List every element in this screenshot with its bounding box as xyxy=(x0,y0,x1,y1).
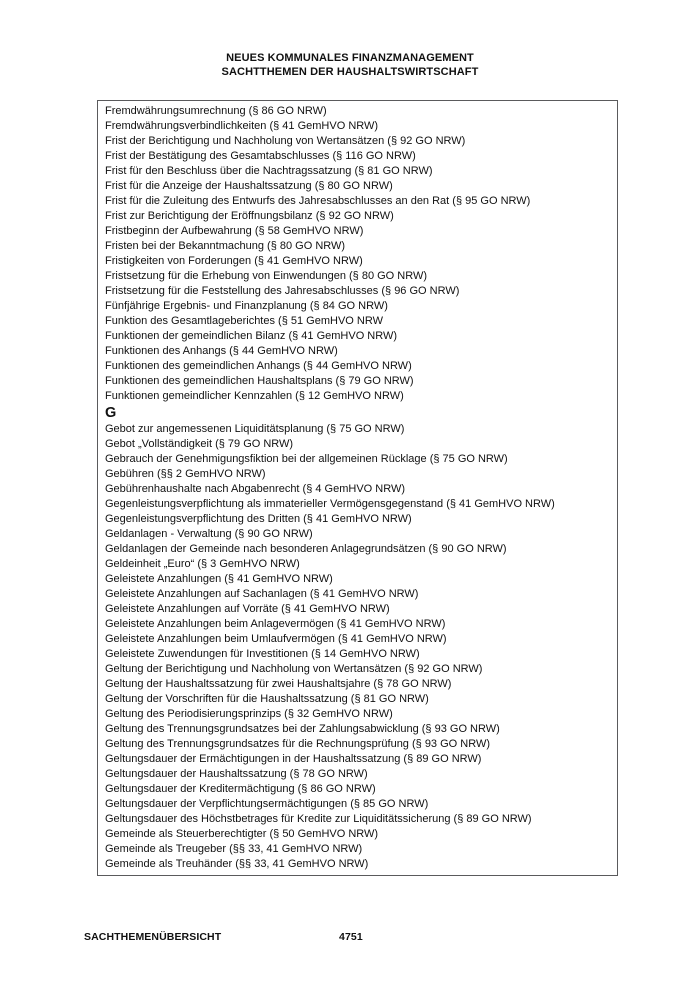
index-entry: Geleistete Anzahlungen (§ 41 GemHVO NRW) xyxy=(105,573,333,585)
index-entry: Fremdwährungsverbindlichkeiten (§ 41 GemHVO NRW) xyxy=(105,120,379,132)
index-entries-box xyxy=(97,100,618,876)
index-entry: Geleistete Anzahlungen beim Umlaufvermögen (§ 41 GemHVO NRW) xyxy=(105,633,447,645)
index-entry: Geldanlagen der Gemeinde nach besonderen Anlagegrundsätzen (§ 90 GO NRW) xyxy=(105,543,507,555)
index-entry: Funktionen der gemeindlichen Bilanz (§ 41 GemHVO NRW) xyxy=(105,330,398,342)
index-entry: Gemeinde als Treuhänder (§§ 33, 41 GemHVO NRW) xyxy=(105,858,369,870)
index-entry: Fristsetzung für die Erhebung von Einwendungen (§ 80 GO NRW) xyxy=(105,270,428,282)
index-entry: Funktionen des gemeindlichen Haushaltsplans (§ 79 GO NRW) xyxy=(105,375,414,387)
index-entry: Funktionen des Anhangs (§ 44 GemHVO NRW) xyxy=(105,345,338,357)
index-entry: Frist der Bestätigung des Gesamtabschlusses (§ 116 GO NRW) xyxy=(105,150,416,162)
index-entry: Frist für die Anzeige der Haushaltssatzung (§ 80 GO NRW) xyxy=(105,180,393,192)
index-entry: Funktionen des gemeindlichen Anhangs (§ 44 GemHVO NRW) xyxy=(105,360,412,372)
index-entry: Geleistete Anzahlungen beim Anlagevermögen (§ 41 GemHVO NRW) xyxy=(105,618,446,630)
index-entry: Gegenleistungsverpflichtung als immaterieller Vermögensgegenstand (§ 41 GemHVO NRW) xyxy=(105,498,555,510)
index-entry: Geltungsdauer des Höchstbetrages für Kredite zur Liquiditätssicherung (§ 89 GO NRW) xyxy=(105,813,532,825)
index-entry: Fristbeginn der Aufbewahrung (§ 58 GemHVO NRW) xyxy=(105,225,364,237)
index-entry: Geleistete Zuwendungen für Investitionen (§ 14 GemHVO NRW) xyxy=(105,648,420,660)
index-entry: Geltung der Vorschriften für die Haushaltssatzung (§ 81 GO NRW) xyxy=(105,693,429,705)
index-entry: Geltung des Trennungsgrundsatzes bei der Zahlungsabwicklung (§ 93 GO NRW) xyxy=(105,723,500,735)
index-entry: Fristsetzung für die Feststellung des Jahresabschlusses (§ 96 GO NRW) xyxy=(105,285,460,297)
index-entry: Geldanlagen - Verwaltung (§ 90 GO NRW) xyxy=(105,528,313,540)
index-letter-heading: G xyxy=(105,405,117,421)
index-entry: Geldeinheit „Euro“ (§ 3 GemHVO NRW) xyxy=(105,558,300,570)
index-entry: Fremdwährungsumrechnung (§ 86 GO NRW) xyxy=(105,105,327,117)
index-entry: Geltungsdauer der Ermächtigungen in der Haushaltssatzung (§ 89 GO NRW) xyxy=(105,753,482,765)
index-entry: Geleistete Anzahlungen auf Vorräte (§ 41 GemHVO NRW) xyxy=(105,603,390,615)
index-entry: Geltungsdauer der Verpflichtungsermächtigungen (§ 85 GO NRW) xyxy=(105,798,429,810)
footer-page-number: 4751 xyxy=(339,931,363,943)
index-entry: Gegenleistungsverpflichtung des Dritten (§ 41 GemHVO NRW) xyxy=(105,513,412,525)
index-entry: Geltungsdauer der Haushaltssatzung (§ 78 GO NRW) xyxy=(105,768,368,780)
index-entry: Gemeinde als Treugeber (§§ 33, 41 GemHVO NRW) xyxy=(105,843,363,855)
index-entry: Frist der Berichtigung und Nachholung von Wertansätzen (§ 92 GO NRW) xyxy=(105,135,466,147)
index-entry: Frist für den Beschluss über die Nachtragssatzung (§ 81 GO NRW) xyxy=(105,165,433,177)
index-entry: Geltungsdauer der Kreditermächtigung (§ 86 GO NRW) xyxy=(105,783,376,795)
index-entry: Gebot „Vollständigkeit (§ 79 GO NRW) xyxy=(105,438,294,450)
footer-section-label: SACHTHEMENÜBERSICHT xyxy=(84,931,222,943)
index-entry: Geltung des Trennungsgrundsatzes für die Rechnungsprüfung (§ 93 GO NRW) xyxy=(105,738,491,750)
index-entry: Funktionen gemeindlicher Kennzahlen (§ 12 GemHVO NRW) xyxy=(105,390,404,402)
index-entry: Fristigkeiten von Forderungen (§ 41 GemHVO NRW) xyxy=(105,255,363,267)
index-entry: Gebühren (§§ 2 GemHVO NRW) xyxy=(105,468,266,480)
index-entry: Frist zur Berichtigung der Eröffnungsbilanz (§ 92 GO NRW) xyxy=(105,210,394,222)
index-entry: Gebührenhaushalte nach Abgabenrecht (§ 4 GemHVO NRW) xyxy=(105,483,406,495)
index-entry: Frist für die Zuleitung des Entwurfs des Jahresabschlusses an den Rat (§ 95 GO NRW) xyxy=(105,195,531,207)
index-entry: Gemeinde als Steuerberechtigter (§ 50 GemHVO NRW) xyxy=(105,828,379,840)
index-entry: Geltung der Berichtigung und Nachholung von Wertansätzen (§ 92 GO NRW) xyxy=(105,663,483,675)
index-entry: Gebrauch der Genehmigungsfiktion bei der allgemeinen Rücklage (§ 75 GO NRW) xyxy=(105,453,508,465)
header-title-line-2: SACHTTHEMEN DER HAUSHALTSWIRTSCHAFT xyxy=(221,65,479,78)
index-entry: Fünfjährige Ergebnis- und Finanzplanung (§ 84 GO NRW) xyxy=(105,300,388,312)
index-entry: Geleistete Anzahlungen auf Sachanlagen (§ 41 GemHVO NRW) xyxy=(105,588,419,600)
index-entry: Gebot zur angemessenen Liquiditätsplanung (§ 75 GO NRW) xyxy=(105,423,405,435)
index-entry: Fristen bei der Bekanntmachung (§ 80 GO NRW) xyxy=(105,240,346,252)
page-header xyxy=(0,52,700,79)
index-entry: Geltung der Haushaltssatzung für zwei Haushaltsjahre (§ 78 GO NRW) xyxy=(105,678,452,690)
index-entry: Geltung des Periodisierungsprinzips (§ 32 GemHVO NRW) xyxy=(105,708,393,720)
index-entry: Funktion des Gesamtlageberichtes (§ 51 GemHVO NRW xyxy=(105,315,383,327)
header-title-line-1: NEUES KOMMUNALES FINANZMANAGEMENT xyxy=(226,52,474,64)
